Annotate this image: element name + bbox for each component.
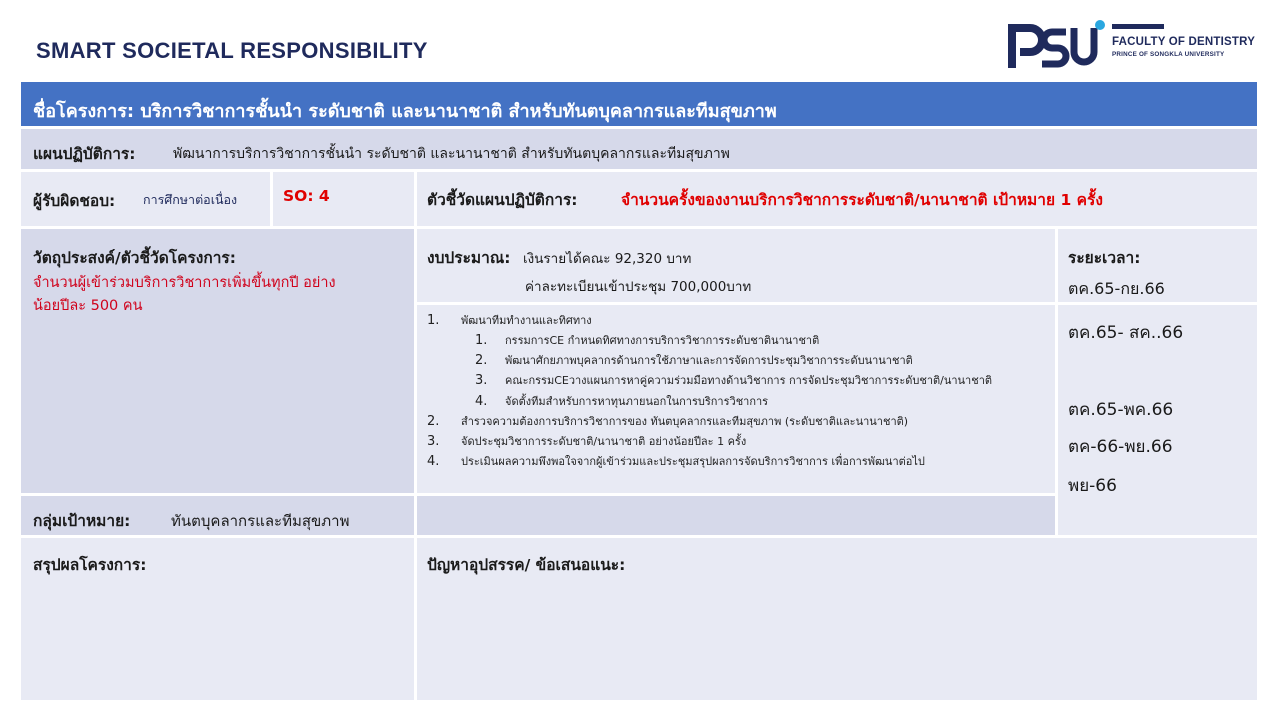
plan-row bbox=[20, 128, 1258, 170]
psu-logo bbox=[1008, 18, 1258, 74]
plan-value: พัฒนาการบริการวิชาการชั้นนำ ระดับชาติ และนานาชาติ สำหรับทันตบุคลากรและทีมสุขภาพ bbox=[173, 146, 730, 162]
objective-label: วัตถุประสงค์/ตัวชี้วัดโครงการ: bbox=[33, 249, 236, 267]
target-cell bbox=[20, 495, 415, 536]
project-title: ชื่อโครงการ: บริการวิชาการชั้นนำ ระดับชาติ และนานาชาติ สำหรับทันตบุคลากรและทีมสุขภาพ bbox=[33, 101, 777, 122]
timeline-item: ตค.65-พค.66 bbox=[1068, 400, 1174, 420]
responsible-label: ผู้รับผิดชอบ: bbox=[33, 192, 116, 210]
period-cell bbox=[1057, 228, 1258, 303]
activity-subitem: 2. พัฒนาศักยภาพบุคลากรด้านการใช้ภาษาและการจัดการประชุมวิชาการระดับนานาชาติ bbox=[475, 353, 913, 369]
budget-line1: เงินรายได้คณะ 92,320 บาท bbox=[523, 251, 692, 267]
project-title-row bbox=[20, 81, 1258, 127]
indicator-label: ตัวชี้วัดแผนปฏิบัติการ: bbox=[427, 191, 578, 209]
indicator-value: จำนวนครั้งของงานบริการวิชาการระดับชาติ/นานาชาติ เป้าหมาย 1 ครั้ง bbox=[621, 191, 1103, 209]
activity-item: 4. ประเมินผลความพึงพอใจจากผู้เข้าร่วมและประชุมสรุปผลการจัดบริการวิชาการ เพื่อการพัฒนาต่อไป bbox=[427, 453, 925, 469]
responsible-value: การศึกษาต่อเนื่อง bbox=[143, 192, 238, 207]
timeline-cell bbox=[1057, 304, 1258, 536]
so-value: SO: 4 bbox=[283, 187, 330, 205]
budget-cell bbox=[416, 228, 1056, 303]
activity-list bbox=[427, 311, 992, 472]
timeline-item: ตค.65- สค..66 bbox=[1068, 323, 1184, 343]
period-value: ตค.65-กย.66 bbox=[1068, 279, 1165, 298]
activities-cell bbox=[416, 304, 1056, 494]
page-title: SMART SOCIETAL RESPONSIBILITY bbox=[36, 38, 428, 63]
responsible-cell bbox=[20, 171, 271, 227]
objective-line2: น้อยปีละ 500 คน bbox=[33, 298, 143, 314]
timeline-item: ตค-66-พย.66 bbox=[1068, 437, 1173, 457]
budget-line2: ค่าละทะเบียนเข้าประชุม 700,000บาท bbox=[525, 279, 752, 295]
summary-label: สรุปผลโครงการ: bbox=[33, 556, 147, 574]
activity-subitem: 1. กรรมการCE กำหนดทิศทางการบริการวิชาการระดับชาตินานาชาติ bbox=[475, 333, 820, 349]
logo-faculty-text: FACULTY OF DENTISTRY bbox=[1112, 36, 1256, 48]
logo-divider bbox=[1112, 24, 1164, 29]
psu-logo-mark bbox=[1008, 18, 1108, 74]
problems-label: ปัญหาอุปสรรค/ ข้อเสนอแนะ: bbox=[427, 556, 626, 574]
target-label: กลุ่มเป้าหมาย: bbox=[33, 512, 131, 530]
activity-subitem: 4. จัดตั้งทีมสำหรับการหาทุนภายนอกในการบริการวิชาการ bbox=[475, 393, 769, 409]
indicator-cell bbox=[416, 171, 1258, 227]
objective-line1: จำนวนผู้เข้าร่วมบริการวิชาการเพิ่มขึ้นทุกปี อย่าง bbox=[33, 275, 336, 291]
target-value: ทันตบุคลากรและทีมสุขภาพ bbox=[171, 512, 350, 530]
plan-label: แผนปฏิบัติการ: bbox=[33, 145, 136, 163]
so-cell bbox=[272, 171, 415, 227]
activity-item: 1. พัฒนาทีมทำงานและทิศทาง bbox=[427, 313, 592, 328]
timeline-item: พย-66 bbox=[1068, 476, 1117, 496]
summary-cell bbox=[20, 537, 415, 701]
activity-item: 2. สำรวจความต้องการบริการวิชาการของ ทันตบุคลากรและทีมสุขภาพ (ระดับชาติและนานาชาติ) bbox=[427, 413, 909, 429]
objective-cell bbox=[20, 228, 415, 494]
activity-subitem: 3. คณะกรรมCEวางแผนการหาคู่ความร่วมมือทางด้านวิชาการ การจัดประชุมวิชาการระดับชาติ/นานาชาติ bbox=[475, 373, 993, 389]
target-empty-cell bbox=[416, 495, 1056, 536]
period-label: ระยะเวลา: bbox=[1068, 249, 1141, 267]
logo-university-text: PRINCE OF SONGKLA UNIVERSITY bbox=[1112, 51, 1225, 58]
problems-cell bbox=[416, 537, 1258, 701]
activity-item: 3. จัดประชุมวิชาการระดับชาติ/นานาชาติ อย่างน้อยปีละ 1 ครั้ง bbox=[427, 433, 747, 449]
budget-label: งบประมาณ: bbox=[427, 249, 511, 267]
